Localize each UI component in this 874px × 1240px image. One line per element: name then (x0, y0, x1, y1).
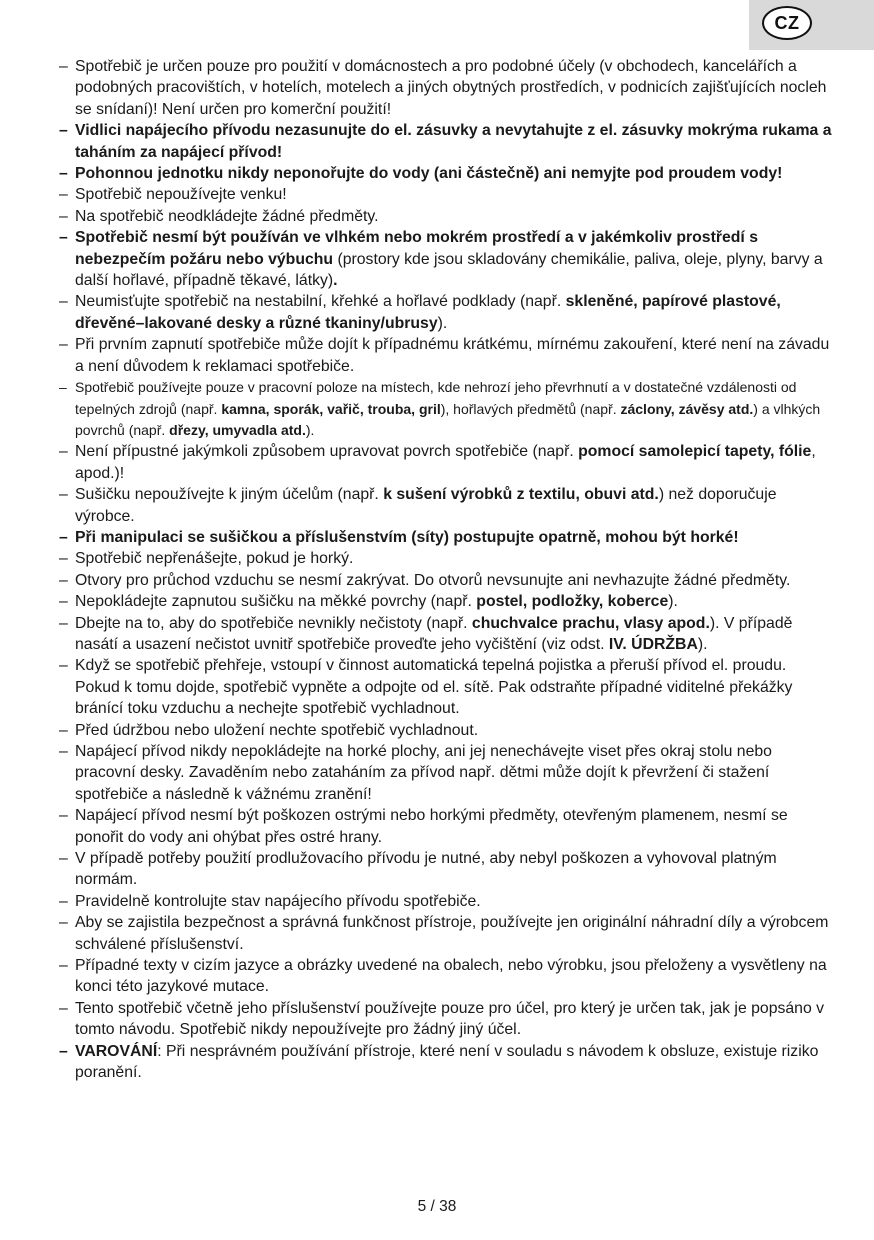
item-text: Když se spotřebič přehřeje, vstoupí v činnost automatická tepelná pojistka a přeruší přívod el. proudu. Pokud k tomu dojde, spotřebič vypněte a odpojte od el. sítě. Pak odstraňte případné viditelné překážky bránící toku vzduchu a nechejte spotřebič vychladnout. (75, 657, 793, 718)
item-text: ). V případě nasátí a usazení nečistot uvnitř spotřebiče proveďte jeho vyčištění (viz odst. (75, 614, 793, 653)
item-text: , apod.)! (75, 443, 816, 482)
safety-instructions-list (59, 56, 835, 1084)
item-text: Sušičku nepoužívejte k jiným účelům (např. (75, 486, 384, 504)
list-dash: – (59, 550, 68, 568)
item-text: ) a vlhkých povrchů (např. (75, 400, 821, 438)
list-item (59, 613, 835, 656)
list-dash: – (59, 657, 68, 675)
list-item (59, 720, 835, 741)
list-dash: – (59, 486, 68, 504)
list-item (59, 912, 835, 955)
item-text: Tento spotřebič včetně jeho příslušenství používejte pouze pro účel, pro který je určen tak, jak je popsáno v tomto návodu. Spotřebič nikdy nepoužívejte pro žádný jiný účel. (75, 999, 825, 1039)
emphasis-text: Při manipulaci se sušičkou a příslušenstvím (síty) postupujte opatrně, mohou být horké! (75, 528, 739, 546)
list-dash: – (59, 721, 68, 739)
list-dash: – (59, 957, 68, 975)
emphasis-text: dřezy, umyvadla atd. (169, 421, 306, 438)
list-dash: – (59, 999, 68, 1017)
emphasis-text: pomocí samolepicí tapety, fólie (578, 443, 812, 461)
list-dash: – (59, 165, 68, 183)
item-text: V případě potřeby použití prodlužovacího přívodu je nutné, aby nebyl poškozen a vyhovoval platným normám. (75, 850, 777, 889)
list-dash: – (59, 379, 67, 396)
item-text: ) než doporučuje výrobce. (75, 486, 777, 525)
item-text: Spotřebič je určen pouze pro použití v domácnostech a pro podobné účely (v obchodech, kancelářích a podobných pracovištích, v hotelích, motelech a jiných obytných prostředích, v podnicích zajišťujících nocleh se snídaní)! Není určen pro komerční použití! (75, 58, 827, 118)
item-text: Před údržbou nebo uložení nechte spotřebič vychladnout. (75, 721, 479, 739)
list-item (59, 955, 835, 998)
list-item (59, 334, 835, 377)
emphasis-text: postel, podložky, koberce (476, 593, 669, 611)
item-text: Neumisťujte spotřebič na nestabilní, křehké a hořlavé podklady (např. (75, 293, 566, 311)
item-text: ). (437, 314, 448, 332)
list-dash: – (59, 58, 68, 75)
list-dash: – (59, 207, 68, 225)
page-number: 5 / 38 (417, 1198, 457, 1215)
emphasis-text: Pohonnou jednotku nikdy neponořujte do vody (ani částečně) ani nemyjte pod proudem vody! (75, 165, 783, 183)
emphasis-text: skleněné, papírové plastové, dřevěné–lakované desky a různé tkaniny/ubrusy (75, 293, 781, 332)
item-text: Napájecí přívod nesmí být poškozen ostrými nebo horkými předměty, otevřeným plamenem, nesmí se ponořit do vody ani ohýbat přes ostré hrany. (75, 807, 788, 846)
list-item (59, 163, 835, 184)
list-dash: – (59, 593, 68, 611)
item-text: Otvory pro průchod vzduchu se nesmí zakrývat. Do otvorů nevsunujte ani nevhazujte žádné předměty. (75, 571, 791, 589)
item-text: Napájecí přívod nikdy nepokládejte na horké plochy, ani jej nenechávejte viset přes okraj stolu nebo pracovní desky. Zavaděním nebo zataháním za přívod např. dětmi může dojít k převržení či stažení spotřebiče a následně k vážnému zranění! (75, 743, 772, 803)
emphasis-text: VAROVÁNÍ (75, 1042, 158, 1060)
item-text: ). (697, 635, 708, 653)
list-item (59, 484, 835, 527)
item-text: (prostory kde jsou skladovány chemikálie, paliva, oleje, plyny, barvy a další hořlavé, případně těkavé, látky) (75, 250, 823, 290)
list-item (59, 805, 835, 848)
list-dash: – (59, 807, 68, 825)
emphasis-text: Spotřebič nesmí být používán ve vlhkém nebo mokrém prostředí a v jakémkoliv prostředí s nebezpečím požáru nebo výbuchu (75, 229, 758, 268)
emphasis-text: záclony, závěsy atd. (620, 400, 754, 417)
emphasis-text: k sušení výrobků z textilu, obuvi atd. (383, 486, 659, 504)
list-dash: – (59, 336, 68, 354)
item-text: : Při nesprávném používání přístroje, které není v souladu s návodem k obsluze, existuje riziko poranění. (75, 1042, 819, 1082)
emphasis-text: kamna, sporák, vařič, trouba, gril (221, 400, 441, 417)
list-item (59, 184, 835, 205)
emphasis-text: Vidlici napájecího přívodu nezasunujte do el. zásuvky a nevytahujte z el. zásuvky mokrýma rukama a taháním za napájecí přívod! (75, 122, 832, 161)
item-text: Pravidelně kontrolujte stav napájecího přívodu spotřebiče. (75, 892, 481, 910)
list-item (59, 655, 835, 719)
list-item (59, 848, 835, 891)
list-item (59, 548, 835, 569)
list-dash: – (59, 571, 68, 589)
list-dash: – (59, 122, 68, 140)
list-item (59, 120, 835, 163)
language-badge: CZ (762, 6, 812, 40)
emphasis-text: chuchvalce prachu, vlasy apod. (471, 614, 710, 632)
list-item (59, 291, 835, 334)
list-dash: – (59, 1042, 68, 1060)
list-item (59, 227, 835, 291)
list-dash: – (59, 293, 68, 311)
language-tab (749, 0, 874, 50)
emphasis-text: IV. ÚDRŽBA (608, 635, 698, 653)
list-dash: – (59, 850, 68, 868)
item-text: Na spotřebič neodkládejte žádné předměty. (75, 207, 379, 225)
list-item (59, 56, 835, 120)
list-item (59, 377, 835, 441)
list-dash: – (59, 186, 68, 204)
item-text: Není přípustné jakýmkoli způsobem upravovat povrch spotřebiče (např. (75, 443, 579, 461)
list-item (59, 570, 835, 591)
list-dash: – (59, 743, 68, 760)
list-item (59, 741, 835, 805)
item-text: Případné texty v cizím jazyce a obrázky uvedené na obalech, nebo výrobku, jsou přeloženy a vysvětleny na konci této jazykové mutace. (75, 957, 827, 996)
emphasis-text: . (333, 272, 338, 290)
item-text: ). (305, 421, 315, 438)
list-dash: – (59, 892, 68, 910)
list-item (59, 891, 835, 912)
item-text: Nepokládejte zapnutou sušičku na měkké povrchy (např. (75, 593, 477, 611)
list-item (59, 441, 835, 484)
list-dash: – (59, 528, 68, 546)
list-dash: – (59, 443, 68, 461)
item-text: ), hořlavých předmětů (např. (440, 400, 621, 417)
item-text: Dbejte na to, aby do spotřebiče nevnikly nečistoty (např. (75, 614, 472, 632)
list-item (59, 591, 835, 612)
list-dash: – (59, 914, 68, 932)
list-dash: – (59, 614, 68, 632)
list-dash: – (59, 229, 68, 247)
item-text: Při prvním zapnutí spotřebiče může dojít k případnému krátkému, mírnému zakouření, které není na závadu a není důvodem k reklamaci spotřebiče. (75, 336, 830, 375)
item-text: Spotřebič nepoužívejte venku! (75, 186, 287, 204)
list-item (59, 527, 835, 548)
item-text: Spotřebič nepřenášejte, pokud je horký. (75, 550, 354, 568)
list-item (59, 1041, 835, 1084)
item-text: ). (668, 593, 678, 611)
list-item (59, 998, 835, 1041)
list-item (59, 206, 835, 227)
item-text: Aby se zajistila bezpečnost a správná funkčnost přístroje, používejte jen originální náhradní díly a výrobcem schválené příslušenství. (75, 914, 829, 953)
item-text: Spotřebič používejte pouze v pracovní poloze na místech, kde nehrozí jeho převrhnutí a v dostatečné vzdálenosti od tepelných zdrojů (např. (75, 379, 797, 417)
